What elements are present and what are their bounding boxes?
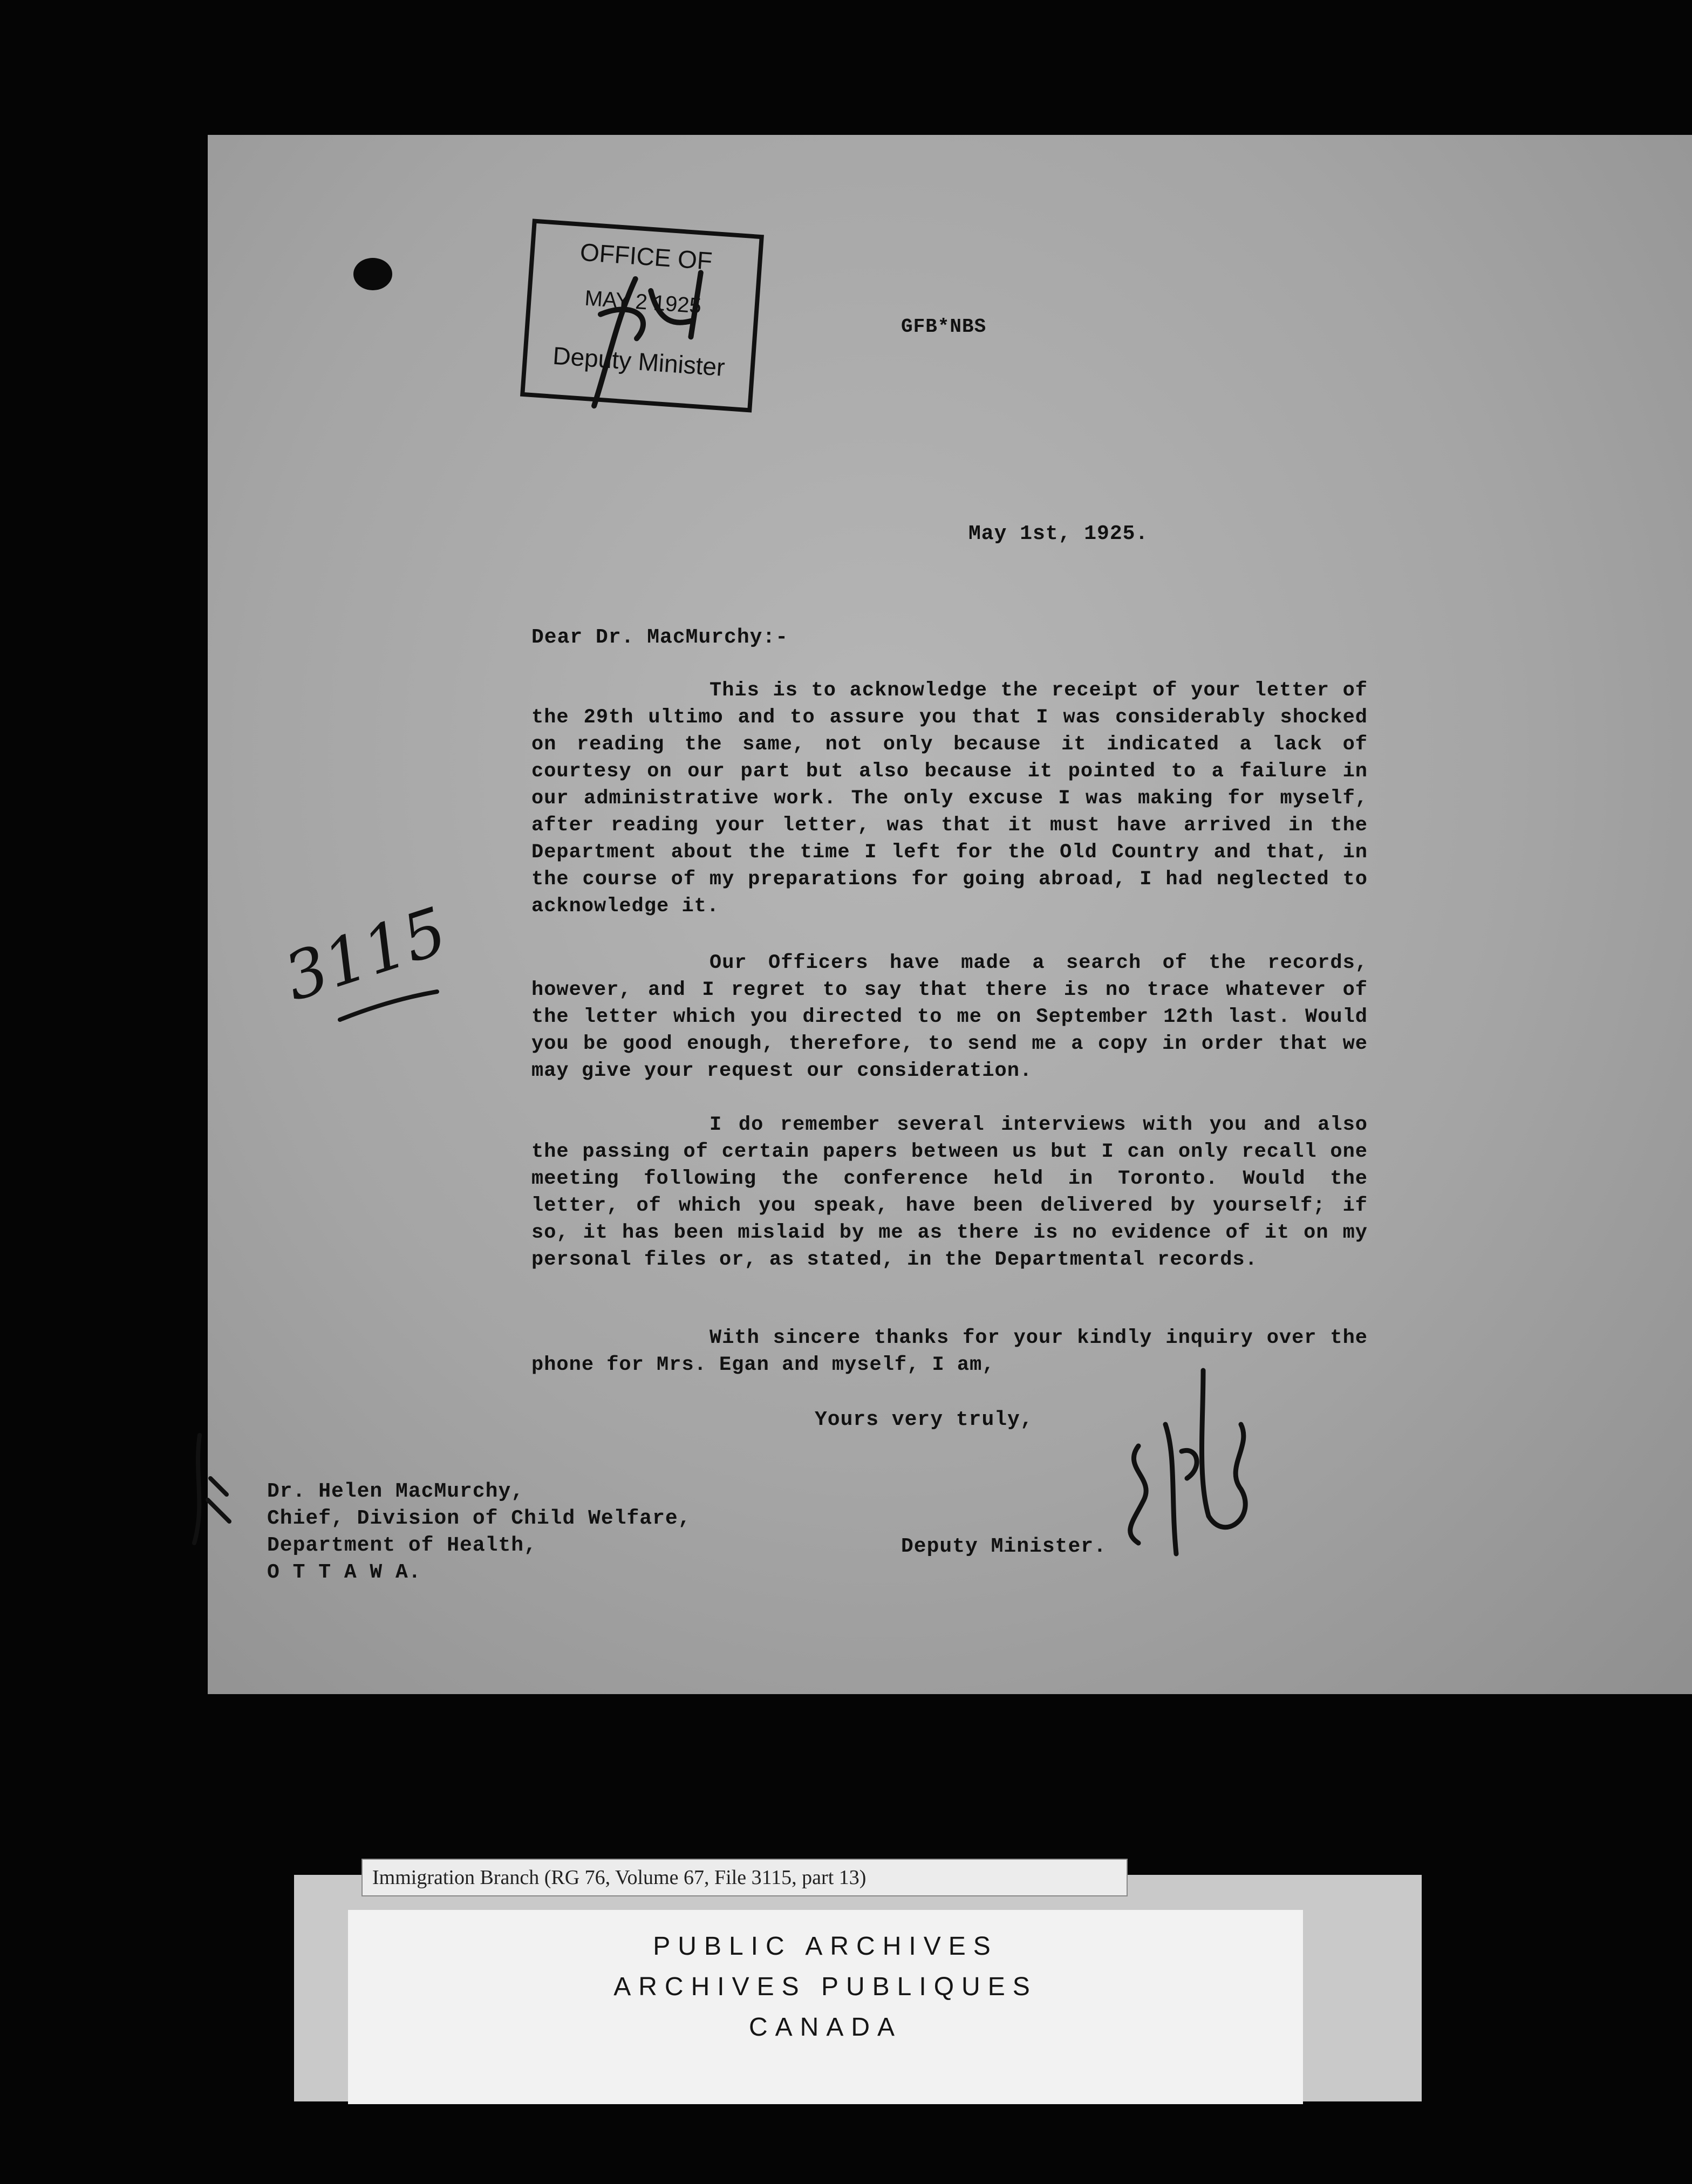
signer-title: Deputy Minister. <box>901 1535 1107 1558</box>
punch-hole <box>353 258 392 290</box>
archive-line-1: PUBLIC ARCHIVES <box>653 1932 998 1961</box>
closing: Yours very truly, <box>815 1408 1033 1431</box>
stamp-line-3: Deputy Minister <box>551 341 726 381</box>
handwritten-underline <box>335 987 442 1025</box>
paragraph-4: With sincere thanks for your kindly inquiry over the phone for Mrs. Egan and myself, I am, <box>531 1327 1368 1376</box>
letter-date: May 1st, 1925. <box>968 522 1149 545</box>
stamp-line-2: MAY 2 1925 <box>584 286 702 318</box>
handwritten-file-number: 3115 <box>275 893 456 1016</box>
stamp-line-1: OFFICE OF <box>579 237 713 275</box>
margin-mark <box>178 1430 243 1548</box>
archive-line-3: CANADA <box>748 2013 903 2042</box>
addressee-line: Chief, Division of Child Welfare, <box>267 1507 691 1530</box>
office-stamp <box>520 219 764 412</box>
addressee-line: O T T A W A. <box>267 1561 421 1584</box>
addressee-line: Dr. Helen MacMurchy, <box>267 1480 524 1503</box>
salutation: Dear Dr. MacMurchy:- <box>531 626 789 649</box>
stamp-signature <box>562 231 735 420</box>
paragraph-3: I do remember several interviews with you and also the passing of certain papers between us but I can only recall one meeting following the conference held in Toronto. Would the letter, of which you speak, have been delivered by yourself; if so, it has been mislaid by me as there is no evidence of it on my personal files or, as stated, in the Departmental records. <box>531 1114 1368 1271</box>
addressee-line: Department of Health, <box>267 1534 537 1557</box>
archive-line-2: ARCHIVES PUBLIQUES <box>613 1973 1038 2001</box>
paragraph-2: Our Officers have made a search of the records, however, and I regret to say that there is no trace whatever of the letter which you directed to me on September 12th last. Would you be good enough, therefore, to send me a copy in order that we may give your request our consideration. <box>531 952 1368 1082</box>
reference-initials: GFB*NBS <box>901 316 987 338</box>
addressee-block <box>267 1478 691 1586</box>
paragraph-1: This is to acknowledge the receipt of your letter of the 29th ultimo and to assure you that I was considerably shocked on reading the same, not only because it indicated a lack of courtesy on our part but also because it pointed to a failure in our administrative work. The only excuse I was making for myself, after reading your letter, was that it must have arrived in the Department about the time I left for the Old Country and that, in the course of my preparations for going abroad, I had neglected to acknowledge it. <box>531 679 1368 918</box>
archive-file-reference: Immigration Branch (RG 76, Volume 67, File 3115, part 13) <box>372 1866 867 1889</box>
handwritten-signature <box>1117 1338 1279 1565</box>
